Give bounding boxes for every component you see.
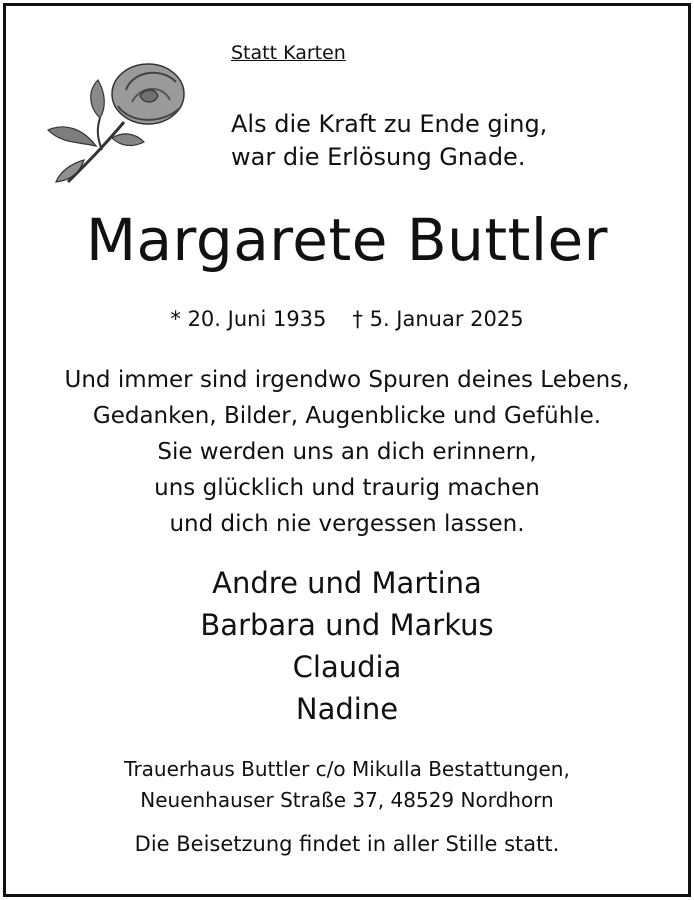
rose-icon xyxy=(40,50,195,190)
poem-line: uns glücklich und traurig machen xyxy=(154,475,540,501)
poem-line: und dich nie vergessen lassen. xyxy=(169,511,525,537)
mourner-line: Andre und Martina xyxy=(212,566,482,600)
birth-date: * 20. Juni 1935 xyxy=(170,307,327,331)
motto-line: Als die Kraft zu Ende ging, xyxy=(231,110,548,138)
header-statt-karten: Statt Karten xyxy=(231,42,346,64)
mourner-line: Nadine xyxy=(295,692,399,726)
mourning-address xyxy=(0,754,694,816)
poem xyxy=(0,362,694,542)
burial-note: Die Beisetzung findet in aller Stille statt. xyxy=(134,832,560,856)
address-line: Trauerhaus Buttler c/o Mikulla Bestattungen, xyxy=(124,757,570,781)
life-dates xyxy=(0,304,694,334)
deceased-name: Margarete Buttler xyxy=(85,206,609,274)
mourner-line: Barbara und Markus xyxy=(200,608,494,642)
mourners xyxy=(0,562,694,730)
address-line: Neuenhauser Straße 37, 48529 Nordhorn xyxy=(140,788,554,812)
death-date: † 5. Januar 2025 xyxy=(352,307,524,331)
poem-line: Sie werden uns an dich erinnern, xyxy=(157,439,537,465)
poem-line: Und immer sind irgendwo Spuren deines Lebens, xyxy=(64,367,630,393)
poem-line: Gedanken, Bilder, Augenblicke und Gefühle. xyxy=(92,403,602,429)
motto xyxy=(231,108,547,174)
motto-line: war die Erlösung Gnade. xyxy=(231,143,526,171)
mourner-line: Claudia xyxy=(292,650,402,684)
